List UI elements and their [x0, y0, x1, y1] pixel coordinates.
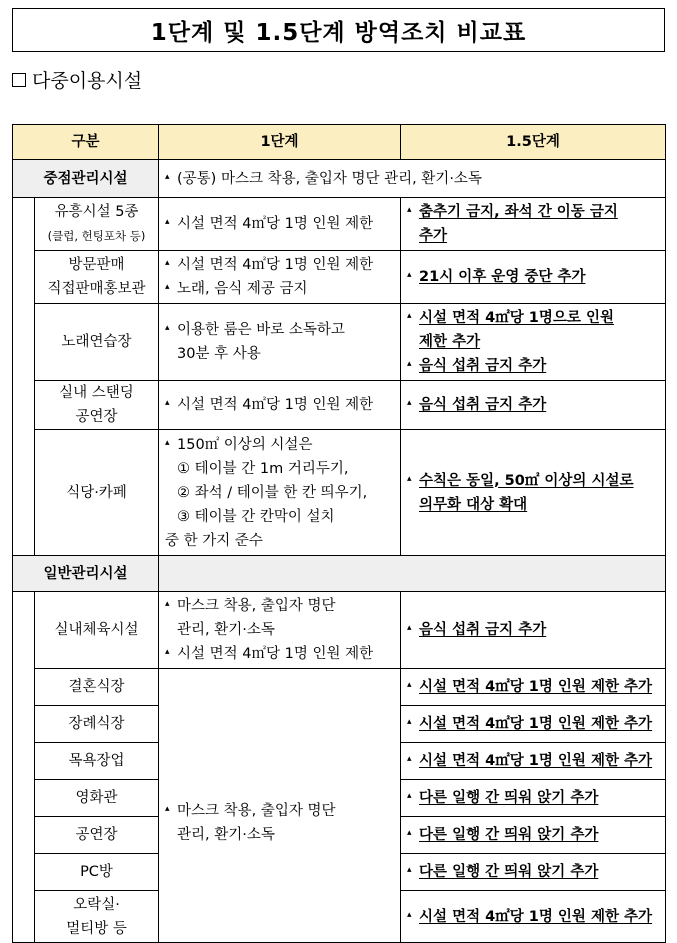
stage15-text: 21시 이후 운영 중단 추가	[419, 269, 586, 285]
indent-cell	[13, 198, 35, 556]
facility-name	[35, 381, 159, 430]
triangle-bullet-icon: ▴	[407, 473, 412, 484]
stage15-rule	[401, 669, 666, 706]
stage1-rule	[159, 304, 401, 381]
stage1-rule	[159, 198, 401, 251]
stage15-rule	[401, 706, 666, 743]
table-row	[13, 251, 666, 304]
section-row-priority	[13, 160, 666, 198]
stage15-rule	[401, 304, 666, 381]
facility-name: 장례식장	[35, 706, 159, 743]
facility-name: 실내체육시설	[35, 592, 159, 669]
header-row	[13, 125, 666, 160]
facility-name-line: 오락실·	[73, 896, 120, 913]
stage15-text: 시설 면적 4㎡당 1명으로 인원	[419, 310, 614, 326]
header-stage15: 1.5단계	[401, 125, 666, 160]
facility-name: 노래연습장	[35, 304, 159, 381]
stage15-text: 음식 섭취 금지 추가	[419, 622, 547, 638]
table-row	[13, 430, 666, 556]
triangle-bullet-icon: ▴	[165, 803, 170, 814]
triangle-bullet-icon: ▴	[407, 623, 412, 633]
facility-name: 결혼식장	[35, 669, 159, 706]
triangle-bullet-icon: ▴	[407, 311, 412, 321]
stage1-text: ① 테이블 간 1m 거리두기,	[177, 460, 349, 477]
stage1-text: ② 좌석 / 테이블 한 칸 띄우기,	[177, 484, 368, 501]
stage1-text: 관리, 환기·소독	[177, 622, 275, 638]
stage15-text: 추가	[419, 228, 448, 244]
triangle-bullet-icon: ▴	[165, 599, 170, 609]
table-row	[13, 304, 666, 381]
stage15-text: 춤추기 금지, 좌석 간 이동 금지	[419, 204, 618, 220]
stage15-text: 시설 면적 4㎡당 1명 인원 제한 추가	[419, 908, 653, 925]
stage1-text: 150㎡ 이상의 시설은	[177, 436, 313, 453]
stage15-text: 다른 일행 간 띄워 앉기 추가	[419, 827, 599, 843]
triangle-bullet-icon: ▴	[165, 171, 170, 182]
facility-name: 영화관	[35, 780, 159, 817]
comparison-table	[12, 124, 666, 943]
triangle-bullet-icon: ▴	[407, 398, 412, 408]
triangle-bullet-icon: ▴	[407, 865, 412, 875]
facility-name: PC방	[35, 854, 159, 891]
stage1-rule	[159, 251, 401, 304]
facility-name-line: 공연장	[75, 409, 118, 425]
triangle-bullet-icon: ▴	[407, 791, 412, 801]
triangle-bullet-icon: ▴	[407, 680, 412, 690]
checkbox-square-icon	[12, 73, 26, 87]
stage15-rule	[401, 251, 666, 304]
stage1-common-rule	[159, 669, 401, 943]
facility-name-line: 직접판매홍보관	[47, 281, 146, 297]
stage15-rule	[401, 780, 666, 817]
facility-name	[35, 251, 159, 304]
facility-name: 공연장	[35, 817, 159, 854]
triangle-bullet-icon: ▴	[165, 647, 170, 657]
header-category: 구분	[13, 125, 159, 160]
table-row	[13, 592, 666, 669]
triangle-bullet-icon: ▴	[407, 205, 412, 215]
triangle-bullet-icon: ▴	[165, 282, 170, 292]
common-rule-text: (공통) 마스크 착용, 출입자 명단 관리, 환기·소독	[177, 170, 482, 187]
triangle-bullet-icon: ▴	[407, 359, 412, 369]
stage15-text: 의무화 대상 확대	[419, 496, 528, 513]
stage1-text: 30분 후 사용	[177, 346, 261, 362]
stage15-rule	[401, 817, 666, 854]
triangle-bullet-icon: ▴	[407, 754, 412, 764]
stage15-rule	[401, 592, 666, 669]
section-label-general: 일반관리시설	[13, 556, 159, 592]
stage1-text: 중 한 가지 준수	[165, 532, 263, 549]
stage15-text: 시설 면적 4㎡당 1명 인원 제한 추가	[419, 716, 653, 732]
triangle-bullet-icon: ▴	[165, 258, 170, 268]
stage1-text: 시설 면적 4㎡당 1명 인원 제한	[177, 646, 374, 662]
triangle-bullet-icon: ▴	[407, 909, 412, 920]
stage15-text: 시설 면적 4㎡당 1명 인원 제한 추가	[419, 753, 653, 769]
facility-name	[35, 891, 159, 943]
section-label-priority: 중점관리시설	[13, 160, 159, 198]
stage15-rule	[401, 430, 666, 556]
stage15-text: 음식 섭취 금지 추가	[419, 358, 547, 374]
stage1-text: ③ 테이블 간 칸막이 설치	[177, 508, 335, 525]
stage15-text: 다른 일행 간 띄워 앉기 추가	[419, 790, 599, 806]
facility-name-line: 방문판매	[68, 257, 125, 273]
stage1-text: 이용한 룸은 바로 소독하고	[177, 322, 345, 338]
triangle-bullet-icon: ▴	[165, 398, 170, 408]
table-row	[13, 669, 666, 706]
common-rule	[159, 160, 666, 198]
table-row	[13, 381, 666, 430]
facility-name-line: 실내 스탠딩	[59, 385, 134, 401]
stage15-rule	[401, 381, 666, 430]
stage1-text: 마스크 착용, 출입자 명단	[177, 802, 336, 819]
facility-name-line: 멀티방 등	[66, 920, 127, 937]
stage1-text: 마스크 착용, 출입자 명단	[177, 598, 336, 614]
facility-name: 목욕장업	[35, 743, 159, 780]
triangle-bullet-icon: ▴	[165, 323, 170, 333]
stage15-rule	[401, 891, 666, 943]
stage1-text: 노래, 음식 제공 금지	[177, 281, 308, 297]
indent-cell	[13, 592, 35, 943]
stage1-rule	[159, 381, 401, 430]
subtitle-text: 다중이용시설	[32, 70, 143, 92]
stage1-text: 관리, 환기·소독	[177, 826, 275, 843]
triangle-bullet-icon: ▴	[407, 828, 412, 838]
stage15-text: 제한 추가	[419, 334, 481, 350]
stage1-text: 시설 면적 4㎡당 1명 인원 제한	[177, 397, 374, 413]
stage1-rule	[159, 592, 401, 669]
section-subtitle	[12, 66, 142, 93]
stage15-rule	[401, 854, 666, 891]
facility-name: 식당·카페	[35, 430, 159, 556]
triangle-bullet-icon: ▴	[407, 717, 412, 727]
facility-name-sub: (클럽, 헌팅포차 등)	[47, 229, 146, 243]
section-fill	[159, 556, 666, 592]
table-row	[13, 198, 666, 251]
header-stage1: 1단계	[159, 125, 401, 160]
facility-name-line: 유흥시설 5종	[54, 204, 139, 220]
stage15-text: 음식 섭취 금지 추가	[419, 397, 547, 413]
stage15-text: 다른 일행 간 띄워 앉기 추가	[419, 864, 599, 880]
stage1-rule	[159, 430, 401, 556]
triangle-bullet-icon: ▴	[165, 437, 170, 448]
section-row-general	[13, 556, 666, 592]
stage1-text: 시설 면적 4㎡당 1명 인원 제한	[177, 216, 374, 232]
triangle-bullet-icon: ▴	[407, 270, 412, 280]
stage15-text: 시설 면적 4㎡당 1명 인원 제한 추가	[419, 679, 653, 695]
stage1-text: 시설 면적 4㎡당 1명 인원 제한	[177, 257, 374, 273]
triangle-bullet-icon: ▴	[165, 217, 170, 227]
page-title: 1단계 및 1.5단계 방역조치 비교표	[12, 8, 665, 52]
stage15-text: 수칙은 동일, 50㎡ 이상의 시설로	[419, 472, 634, 489]
stage15-rule	[401, 198, 666, 251]
facility-name	[35, 198, 159, 251]
stage15-rule	[401, 743, 666, 780]
